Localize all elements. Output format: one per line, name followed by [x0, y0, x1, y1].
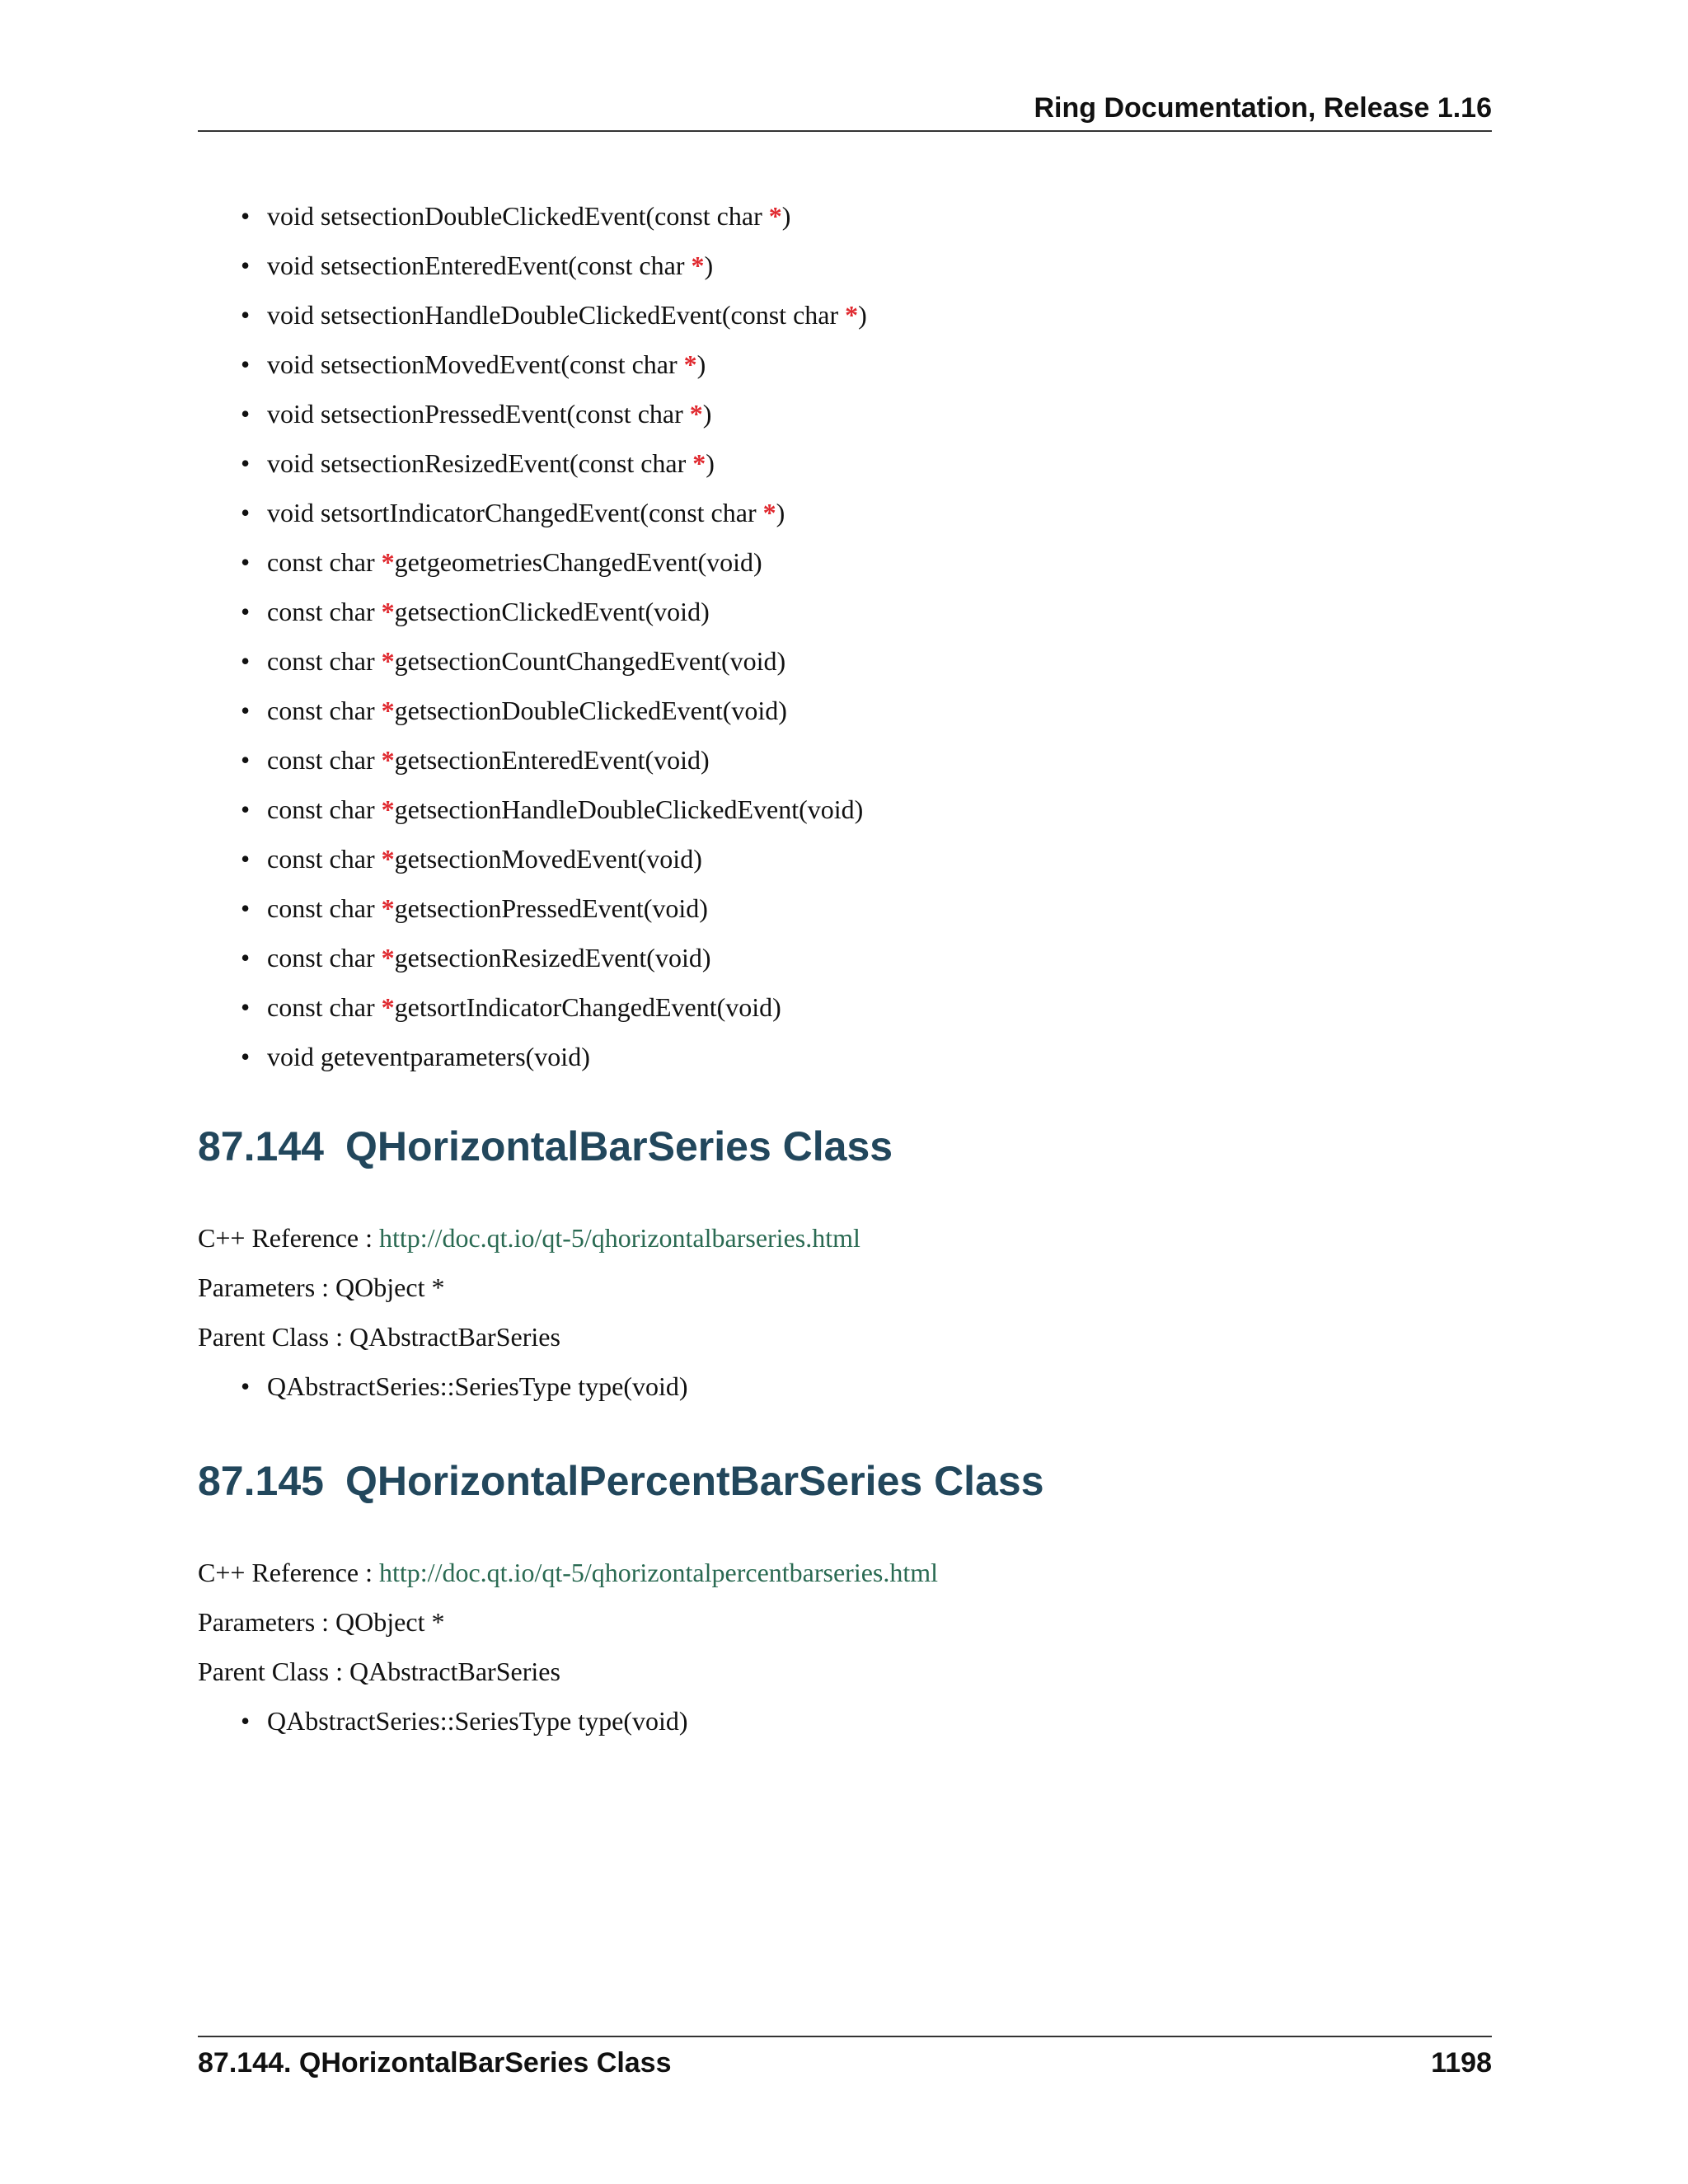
- method-signature: [267, 349, 706, 379]
- method-signature: [267, 646, 785, 676]
- signature-prefix: void geteventparameters(void): [267, 1042, 590, 1071]
- signature-suffix: getsectionClickedEvent(void): [394, 597, 710, 626]
- parent-class-line: Parent Class : QAbstractBarSeries: [198, 1657, 560, 1686]
- method-signature: [267, 745, 710, 775]
- method-signature: [267, 399, 711, 429]
- list-item: [198, 191, 1492, 241]
- list-item: [198, 488, 1492, 537]
- signature-prefix: const char: [267, 893, 382, 923]
- signature-prefix: const char: [267, 943, 382, 972]
- method-signature: [267, 1042, 590, 1071]
- signature-prefix: void setsectionHandleDoubleClickedEvent(const char: [267, 300, 846, 330]
- bullet-icon: •: [241, 646, 251, 676]
- list-item: [198, 636, 1492, 686]
- cpp-reference-line: [198, 1213, 860, 1263]
- list-item: [198, 686, 1492, 735]
- method-signature: [267, 893, 708, 923]
- signature-prefix: const char: [267, 745, 382, 775]
- pointer-asterisk: *: [381, 794, 395, 824]
- signature-prefix: const char: [267, 794, 382, 824]
- method-list: [198, 1696, 1492, 1746]
- parameters-line: Parameters : QObject *: [198, 1272, 445, 1302]
- method-signature: [267, 547, 762, 577]
- method-signature: [267, 943, 710, 972]
- pointer-asterisk: *: [762, 498, 776, 527]
- method-signature: QAbstractSeries::SeriesType type(void): [267, 1706, 688, 1736]
- signature-prefix: const char: [267, 992, 382, 1022]
- signature-suffix: getsectionMovedEvent(void): [394, 844, 702, 874]
- list-item: [198, 883, 1492, 933]
- method-signature: [267, 794, 863, 824]
- footer-section-title: 87.144. QHorizontalBarSeries Class: [198, 2047, 672, 2079]
- signature-prefix: void setsectionDoubleClickedEvent(const char: [267, 201, 769, 231]
- bullet-icon: •: [241, 1042, 251, 1071]
- signature-suffix: ): [781, 201, 791, 231]
- signature-suffix: ): [776, 498, 785, 527]
- signature-suffix: getsectionDoubleClickedEvent(void): [394, 696, 787, 725]
- pointer-asterisk: *: [381, 992, 395, 1022]
- signature-prefix: const char: [267, 844, 382, 874]
- pointer-asterisk: *: [381, 696, 395, 725]
- pointer-asterisk: *: [381, 844, 395, 874]
- pointer-asterisk: *: [691, 251, 705, 280]
- bullet-icon: •: [241, 251, 251, 280]
- signature-suffix: getsectionPressedEvent(void): [394, 893, 708, 923]
- list-item: [198, 537, 1492, 587]
- signature-suffix: ): [702, 399, 712, 429]
- method-signature: [267, 201, 790, 231]
- bullet-icon: •: [241, 597, 251, 626]
- signature-suffix: ): [696, 349, 706, 379]
- list-item: [198, 340, 1492, 389]
- signature-prefix: const char: [267, 696, 382, 725]
- cpp-reference-link[interactable]: http://doc.qt.io/qt-5/qhorizontalbarseries.html: [379, 1223, 860, 1253]
- pointer-asterisk: *: [381, 893, 395, 923]
- method-list: [198, 191, 1492, 1081]
- signature-suffix: ): [858, 300, 867, 330]
- list-item: [198, 1696, 1492, 1746]
- section-heading-87-144: [198, 1122, 893, 1170]
- section-title: QHorizontalBarSeries Class: [345, 1123, 893, 1169]
- signature-suffix: getsectionHandleDoubleClickedEvent(void): [394, 794, 864, 824]
- signature-suffix: getsectionCountChangedEvent(void): [394, 646, 786, 676]
- pointer-asterisk: *: [381, 646, 395, 676]
- method-signature: QAbstractSeries::SeriesType type(void): [267, 1371, 688, 1401]
- pointer-asterisk: *: [381, 943, 395, 972]
- pointer-asterisk: *: [692, 448, 706, 478]
- signature-suffix: getsectionEnteredEvent(void): [394, 745, 710, 775]
- bullet-icon: •: [241, 201, 251, 231]
- pointer-asterisk: *: [683, 349, 697, 379]
- signature-prefix: const char: [267, 547, 382, 577]
- list-item: [198, 982, 1492, 1032]
- pointer-asterisk: *: [381, 745, 395, 775]
- cpp-reference-label: C++ Reference :: [198, 1558, 379, 1587]
- bullet-icon: •: [241, 399, 251, 429]
- list-item: [198, 587, 1492, 636]
- list-item: [198, 290, 1492, 340]
- list-item: [198, 834, 1492, 883]
- section-number: 87.145: [198, 1458, 324, 1504]
- bullet-icon: •: [241, 943, 251, 972]
- cpp-reference-link[interactable]: http://doc.qt.io/qt-5/qhorizontalpercentbarseries.html: [379, 1558, 939, 1587]
- pointer-asterisk: *: [381, 547, 395, 577]
- method-signature: [267, 448, 715, 478]
- bullet-icon: •: [241, 498, 251, 527]
- list-item: [198, 1032, 1492, 1081]
- bullet-icon: •: [241, 300, 251, 330]
- pointer-asterisk: *: [768, 201, 782, 231]
- cpp-reference-line: [198, 1548, 938, 1597]
- bullet-icon: •: [241, 794, 251, 824]
- section-title: QHorizontalPercentBarSeries Class: [345, 1458, 1044, 1504]
- bullet-icon: •: [241, 547, 251, 577]
- signature-suffix: getgeometriesChangedEvent(void): [394, 547, 762, 577]
- bullet-icon: •: [241, 349, 251, 379]
- cpp-reference-label: C++ Reference :: [198, 1223, 379, 1253]
- bullet-icon: •: [241, 1706, 251, 1736]
- signature-prefix: const char: [267, 597, 382, 626]
- signature-suffix: ): [706, 448, 715, 478]
- signature-prefix: void setsectionPressedEvent(const char: [267, 399, 690, 429]
- method-signature: [267, 251, 713, 280]
- bullet-icon: •: [241, 992, 251, 1022]
- bullet-icon: •: [241, 844, 251, 874]
- bullet-icon: •: [241, 448, 251, 478]
- bullet-icon: •: [241, 893, 251, 923]
- signature-prefix: void setsectionEnteredEvent(const char: [267, 251, 692, 280]
- bullet-icon: •: [241, 696, 251, 725]
- list-item: [198, 241, 1492, 290]
- method-signature: [267, 844, 702, 874]
- pointer-asterisk: *: [381, 597, 395, 626]
- parameters-line: Parameters : QObject *: [198, 1607, 445, 1637]
- signature-suffix: getsectionResizedEvent(void): [394, 943, 711, 972]
- method-signature: [267, 300, 867, 330]
- document-title: Ring Documentation, Release 1.16: [1034, 92, 1492, 124]
- bullet-icon: •: [241, 1371, 251, 1401]
- signature-prefix: void setsectionMovedEvent(const char: [267, 349, 684, 379]
- list-item: [198, 735, 1492, 785]
- list-item: [198, 785, 1492, 834]
- pointer-asterisk: *: [845, 300, 859, 330]
- signature-prefix: void setsortIndicatorChangedEvent(const char: [267, 498, 763, 527]
- method-signature: [267, 696, 787, 725]
- method-signature: [267, 992, 781, 1022]
- section-heading-87-145: [198, 1457, 1044, 1505]
- method-signature: [267, 597, 710, 626]
- page-header: [198, 89, 1492, 132]
- page-number: 1198: [1431, 2047, 1492, 2079]
- list-item: [198, 389, 1492, 438]
- bullet-icon: •: [241, 745, 251, 775]
- signature-prefix: const char: [267, 646, 382, 676]
- page-footer: [198, 2036, 1492, 2087]
- parent-class-line: Parent Class : QAbstractBarSeries: [198, 1322, 560, 1352]
- list-item: [198, 1361, 1492, 1411]
- signature-suffix: ): [704, 251, 714, 280]
- method-list: [198, 1361, 1492, 1411]
- list-item: [198, 438, 1492, 488]
- pointer-asterisk: *: [689, 399, 703, 429]
- signature-prefix: void setsectionResizedEvent(const char: [267, 448, 693, 478]
- section-number: 87.144: [198, 1123, 324, 1169]
- signature-suffix: getsortIndicatorChangedEvent(void): [394, 992, 781, 1022]
- method-signature: [267, 498, 785, 527]
- list-item: [198, 933, 1492, 982]
